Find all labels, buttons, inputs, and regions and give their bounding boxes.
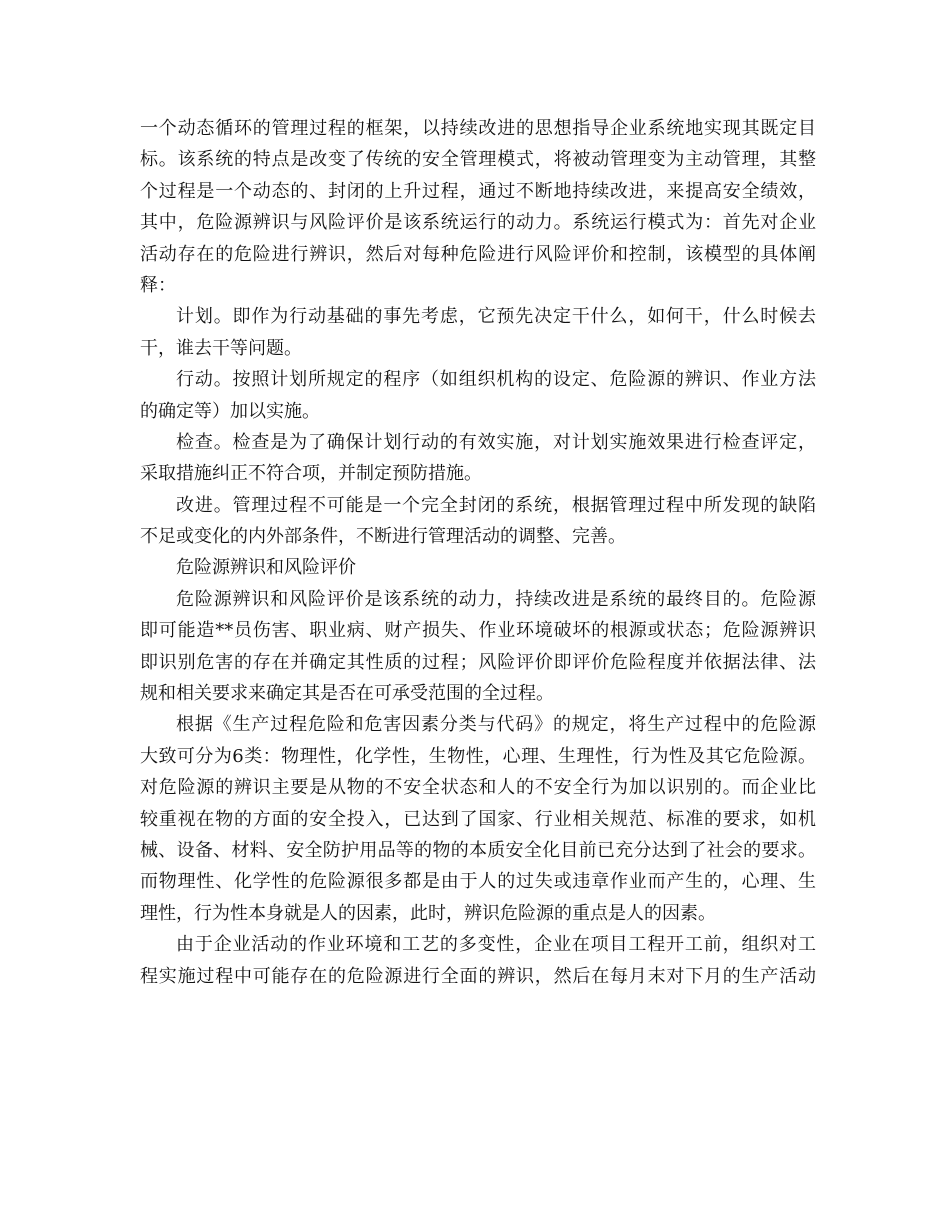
text-line: 即识别危害的存在并确定其性质的过程；风险评价即评价危险程度并依据法律、法 <box>140 651 816 673</box>
text-line: 检查。检查是为了确保计划行动的有效实施，对计划实施效果进行检查评定， <box>176 431 816 453</box>
paragraph <box>140 709 816 929</box>
paragraph <box>140 490 816 553</box>
paragraph <box>140 364 816 427</box>
text-line: 对危险源的辨识主要是从物的不安全状态和人的不安全行为加以识别的。而企业比 <box>140 777 816 799</box>
text-line: 根据《生产过程危险和危害因素分类与代码》的规定，将生产过程中的危险源 <box>176 714 816 736</box>
text-line: 较重视在物的方面的安全投入，已达到了国家、行业相关规范、标准的要求，如机 <box>140 808 816 830</box>
text-line: 的确定等）加以实施。 <box>140 400 320 422</box>
text-line: 活动存在的危险进行辨识，然后对每种危险进行风险评价和控制，该模型的具体阐 <box>140 243 816 265</box>
text-line: 个过程是一个动态的、封闭的上升过程，通过不断地持续改进，来提高安全绩效， <box>140 180 816 202</box>
text-line: 其中，危险源辨识与风险评价是该系统运行的动力。系统运行模式为：首先对企业 <box>140 212 816 234</box>
document-body <box>140 113 816 992</box>
text-line: 理性，行为性本身就是人的因素，此时，辨识危险源的重点是人的因素。 <box>140 902 716 924</box>
text-line: 采取措施纠正不符合项，并制定预防措施。 <box>140 463 482 485</box>
text-line: 改进。管理过程不可能是一个完全封闭的系统，根据管理过程中所发现的缺陷 <box>176 494 816 516</box>
text-line: 标。该系统的特点是改变了传统的安全管理模式，将被动管理变为主动管理，其整 <box>140 149 816 171</box>
text-line: 械、设备、材料、安全防护用品等的物的本质安全化目前已充分达到了社会的要求。 <box>140 839 816 861</box>
text-line: 大致可分为6类：物理性，化学性，生物性，心理、生理性，行为性及其它危险源。 <box>140 745 816 767</box>
text-line: 干，谁去干等问题。 <box>140 337 302 359</box>
text-line: 一个动态循环的管理过程的框架，以持续改进的思想指导企业系统地实现其既定目 <box>140 118 816 139</box>
text-line: 规和相关要求来确定其是否在可承受范围的全过程。 <box>140 683 554 705</box>
text-line: 危险源辨识和风险评价 <box>176 557 356 579</box>
paragraph <box>140 427 816 490</box>
paragraph <box>140 929 816 992</box>
text-line: 释： <box>140 274 176 296</box>
text-line: 程实施过程中可能存在的危险源进行全面的辨识，然后在每月末对下月的生产活动 <box>140 965 816 987</box>
text-line: 即可能造**员伤害、职业病、财产损失、作业环境破坏的根源或状态；危险源辨识 <box>140 620 816 642</box>
section-heading <box>140 552 816 583</box>
text-line: 由于企业活动的作业环境和工艺的多变性，企业在项目工程开工前，组织对工 <box>176 934 816 956</box>
text-line: 危险源辨识和风险评价是该系统的动力，持续改进是系统的最终目的。危险源 <box>176 588 816 610</box>
text-line: 行动。按照计划所规定的程序（如组织机构的设定、危险源的辨识、作业方法 <box>176 369 816 391</box>
paragraph <box>140 584 816 710</box>
text-line: 计划。即作为行动基础的事先考虑，它预先决定干什么，如何干，什么时候去 <box>176 306 816 328</box>
text-line: 而物理性、化学性的危险源很多都是由于人的过失或违章作业而产生的，心理、生 <box>140 871 816 893</box>
text-line: 不足或变化的内外部条件，不断进行管理活动的调整、完善。 <box>140 526 626 548</box>
paragraph <box>140 113 816 301</box>
paragraph <box>140 301 816 364</box>
